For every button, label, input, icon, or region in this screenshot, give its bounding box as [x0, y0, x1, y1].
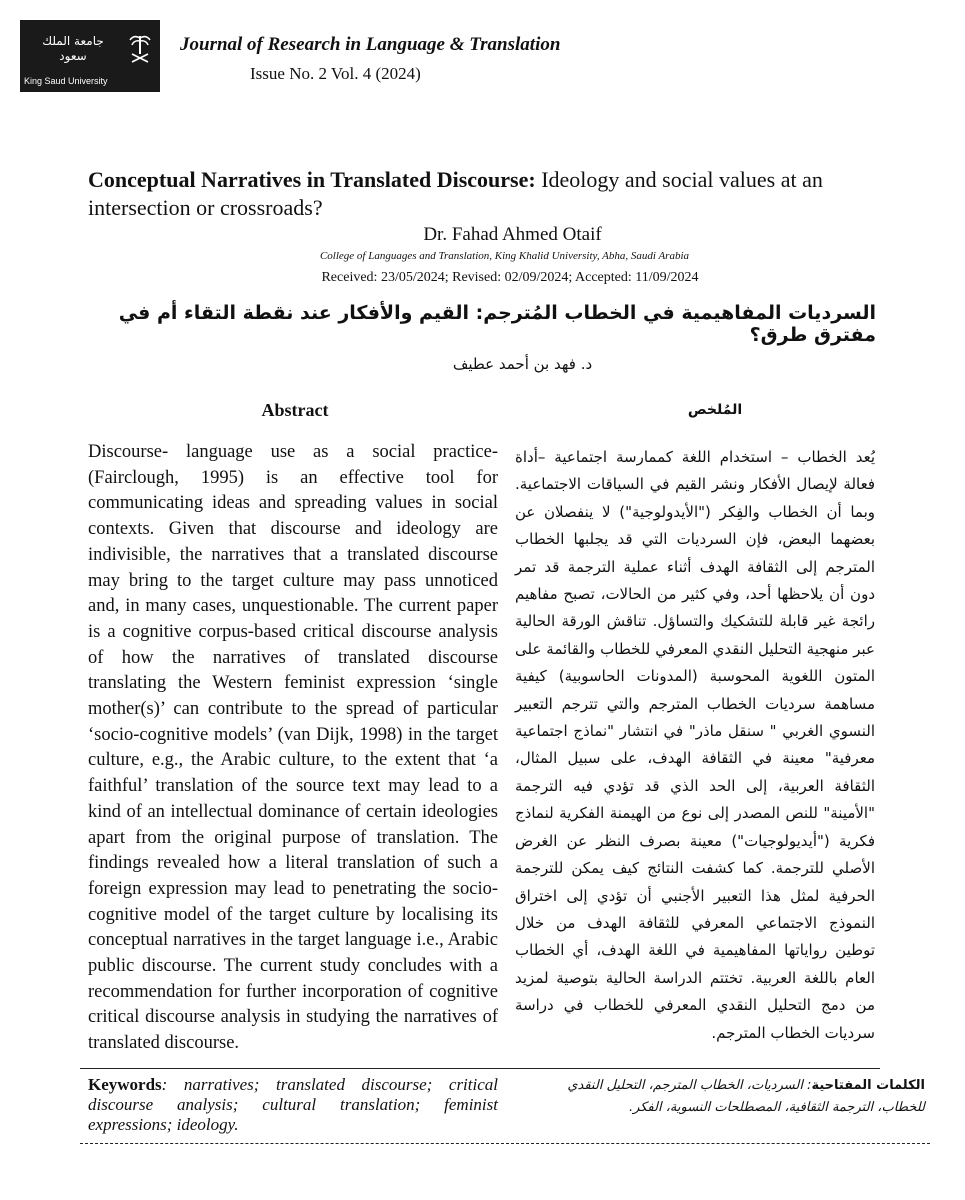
keywords-list: : narratives; translated discourse; critical discourse analysis; cultural translation; feminist expressions; ideology.: [88, 1075, 498, 1134]
journal-title: Journal of Research in Language & Translation: [180, 34, 561, 55]
paper-title-bold: Conceptual Narratives in Translated Discourse:: [88, 167, 536, 192]
arabic-author-name: د. فهد بن أحمد عطيف: [452, 355, 593, 373]
arabic-abstract-heading: المُلخص: [687, 402, 743, 418]
arabic-keywords-list: : السرديات، الخطاب المترجم، التحليل النقدي للخطاب، الترجمة الثقافية، المصطلحات النسوية، الفكر.: [567, 1078, 925, 1115]
keywords-top-divider: [80, 1068, 880, 1069]
paper-title-rest: Ideology and social values at an intersection or crossroads?: [88, 167, 823, 220]
arabic-title: السرديات المفاهيمية في الخطاب المُترجم: القيم والأفكار عند نقطة التقاء أم في مفترق طرق؟: [118, 302, 876, 346]
submission-dates: Received: 23/05/2024; Revised: 02/09/2024; Accepted: 11/09/2024: [321, 270, 699, 285]
logo-english-name: King Saud University: [24, 76, 108, 86]
keywords-label: Keywords: [88, 1075, 162, 1094]
keywords-bottom-divider: [80, 1143, 930, 1144]
keywords-arabic: [545, 1075, 925, 1119]
arabic-abstract-text: يُعد الخطاب – استخدام اللغة كممارسة اجتماعية –أداة فعالة لإيصال الأفكار ونشر القيم في السياقات الاجتماعية. وبما أن الخطاب والفِكر ("الأيدولوجية") لا ينفصلان عن بعضهما البعض، فإن السرديات التي قد يجلبها الخطاب المترجم إلى الثقافة الهدف أثناء عملية الترجمة قد تمر دون أن يلاحظها أحد، وفي كثير من الحالات، تصبح مفاهيم رائجة غير قابلة للتشكيك والتساؤل. تناقش الورقة الحالية عبر منهجية التحليل النقدي المعرفي للخطاب والقائمة على المتون اللغوية المحوسبة (المدونات الحاسوبية) كيفية مساهمة سرديات الخطاب المترجم والتي تترجم التعبير النسوي الغربي " سنقل ماذر" في انتشار "نماذج اجتماعية معرفية" معينة في الثقافة الهدف، على سبيل المثال، الثقافة العربية، إلى الحد الذي قد تؤدي فيه الترجمة "الأمينة" للنص المصدر إلى نوع من الهيمنة الفكرية لنماذج فكرية ("أيديولوجيات") معينة بصرف النظر عن الغرض الأصلي للترجمة. كما كشفت النتائج كيف يمكن للترجمة الحرفية لمثل هذا التعبير الأجنبي أن تؤدي إلى اختراق النموذج الاجتماعي المعرفي للثقافة الهدف من خلال توطين رواياتها المفاهيمية في اللغة الهدف، أي الخطاب العام باللغة العربية. تختتم الدراسة الحالية بتوصية لمزيد من دمج التحليل النقدي المعرفي للخطاب في دراسة سرديات الخطاب المترجم.: [515, 448, 875, 1042]
paper-title: [88, 166, 928, 222]
journal-issue: Issue No. 2 Vol. 4 (2024): [250, 64, 421, 83]
abstract-text: Discourse- language use as a social practice- (Fairclough, 1995) is an effective tool for communicating ideas and spreading values in social contexts. Given that discourse and ideology are indivisible, the narratives that a translated discourse may bring to the target culture may pass unnoticed and, in many cases, unquestionable. The current paper is a cognitive corpus-based critical discourse analysis of how the narratives of translated discourse translating the Western feminist expression ‘single mother(s)’ can contribute to the spread of particular ‘socio-cognitive models’ (van Dijk, 1998) in the target culture, e.g., the Arabic culture, to the extent that ‘a faithful’ translation of the source text may lead to a kind of an intellectual dominance of certain ideologies apart from the original purpose of translation. The findings revealed how a literal translation of such a foreign expression may lead to penetrating the socio-cognitive model of the target culture by localising its conceptual narratives in the target language i.e., Arabic public discourse. The current study concludes with a recommendation for further incorporation of cognitive critical discourse analysis in studying the narratives of translated discourse.: [88, 442, 498, 1054]
university-logo: [20, 20, 160, 92]
logo-arabic-name: جامعة الملك سعود: [42, 34, 104, 63]
author-name: Dr. Fahad Ahmed Otaif: [423, 224, 602, 245]
abstract-heading: Abstract: [261, 400, 329, 420]
author-affiliation: College of Languages and Translation, King Khalid University, Abha, Saudi Arabia: [319, 250, 690, 262]
arabic-keywords-label: الكلمات المفتاحية: [811, 1078, 925, 1093]
keywords-english: [88, 1075, 498, 1135]
palm-swords-emblem-icon: [128, 32, 152, 68]
